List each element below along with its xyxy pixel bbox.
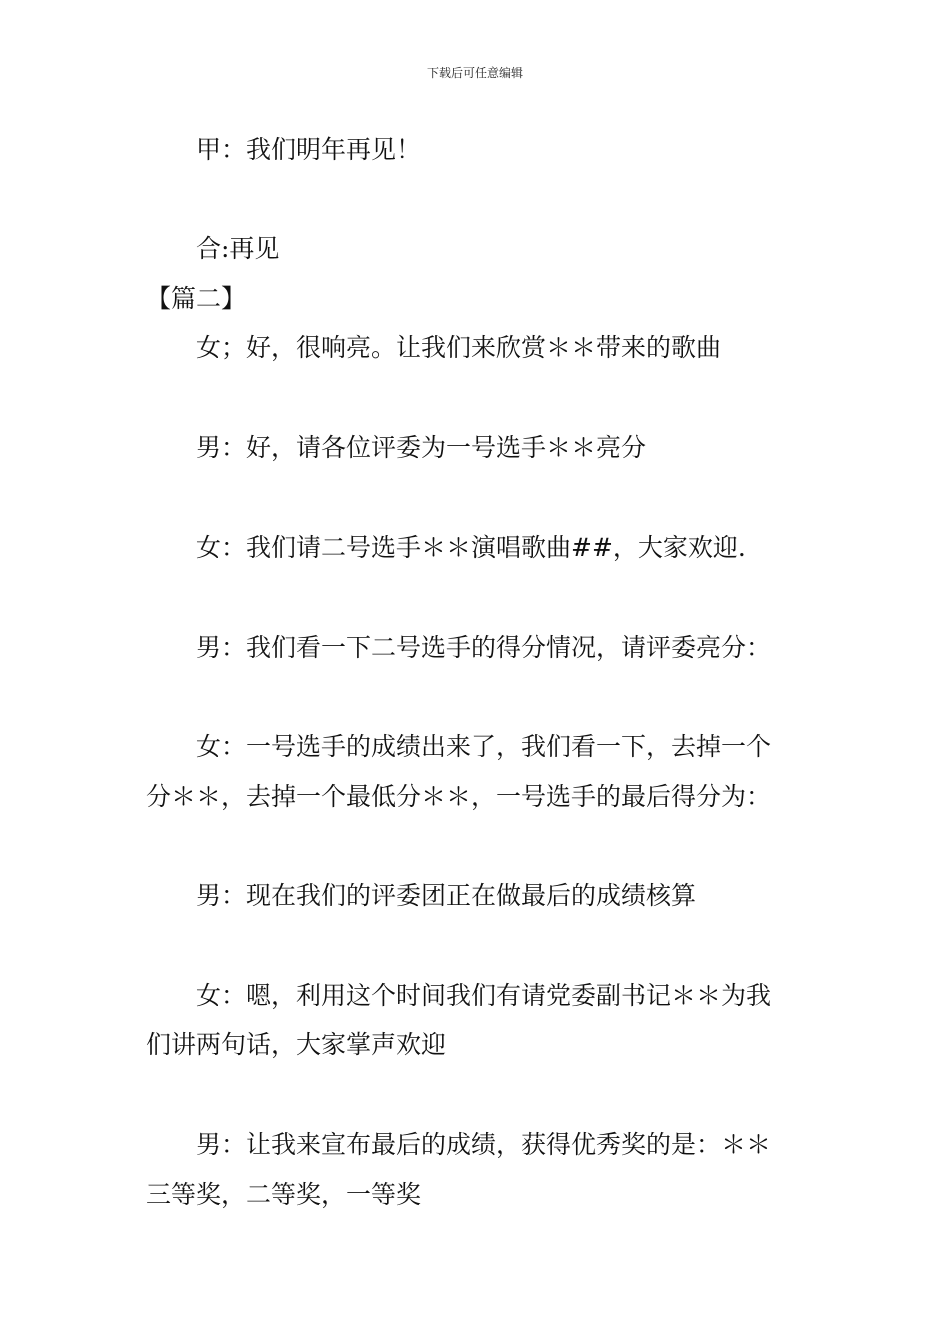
paragraph-line: 三等奖，二等奖，一等奖: [146, 1180, 422, 1209]
paragraph-line: 男：好，请各位评委为一号选手＊＊亮分: [196, 433, 647, 462]
section-heading: 【篇二】: [146, 284, 247, 313]
paragraph-line: 男：现在我们的评委团正在做最后的成绩核算: [196, 881, 697, 910]
paragraph-line: 们讲两句话，大家掌声欢迎: [146, 1030, 447, 1059]
page-header: 下载后可任意编辑: [426, 66, 523, 80]
paragraph-line: 女：我们请二号选手＊＊演唱歌曲##，大家欢迎.: [196, 533, 746, 562]
paragraph-line: 女：一号选手的成绩出来了，我们看一下，去掉一个: [196, 732, 772, 761]
paragraph-line: 男：让我来宣布最后的成绩，获得优秀奖的是：＊＊: [196, 1130, 772, 1159]
paragraph-line: 女：嗯，利用这个时间我们有请党委副书记＊＊为我: [196, 981, 772, 1010]
paragraph-line: 女；好，很响亮。让我们来欣赏＊＊带来的歌曲: [196, 333, 722, 362]
paragraph-line: 甲：我们明年再见！: [196, 135, 422, 164]
paragraph-line: 男：我们看一下二号选手的得分情况，请评委亮分：: [196, 633, 772, 662]
paragraph-line: 分＊＊，去掉一个最低分＊＊，一号选手的最后得分为：: [146, 782, 772, 811]
paragraph-line: 合:再见: [196, 234, 280, 263]
